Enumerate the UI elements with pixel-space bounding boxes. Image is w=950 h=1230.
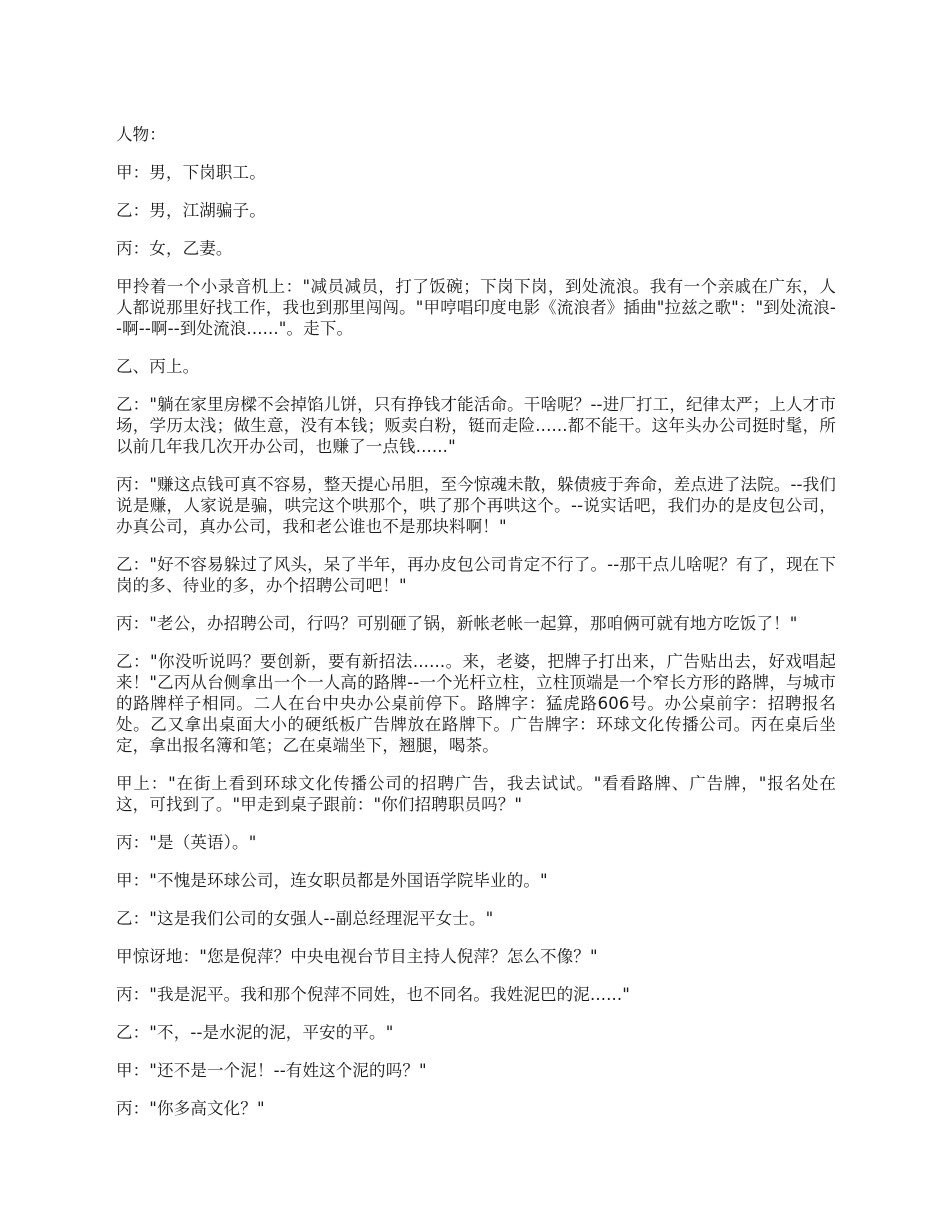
paragraph: 甲上："在街上看到环球文化传播公司的招聘广告，我去试试。"看看路牌、广告牌，"报名处在这，可找到了。"甲走到桌子跟前："你们招聘职员吗？" — [116, 774, 836, 814]
paragraph-character-yi: 乙：男，江湖骗子。 — [116, 201, 266, 220]
paragraph: 乙："躺在家里房樑不会掉馅儿饼，只有挣钱才能活命。干啥呢？--进厂打工，纪律太严；上人才市场，学历太浅；做生意，没有本钱；贩卖白粉，铤而走险......都不能干。这年头办公司挺时髦，所以前几年我几次开办公司，也赚了一点钱......" — [116, 395, 836, 456]
paragraph: 丙："老公，办招聘公司，行吗？可别砸了锅，新帐老帐一起算，那咱俩可就有地方吃饭了！" — [116, 614, 798, 633]
paragraph: 甲："还不是一个泥！--有姓这个泥的吗？" — [116, 1061, 427, 1080]
paragraph-characters-heading: 人物： — [116, 125, 166, 144]
paragraph: 丙："赚这点钱可真不容易，整天提心吊胆，至今惊魂未散，躲债疲于奔命，差点进了法院。--我们说是赚，人家说是骗，哄完这个哄那个，哄了那个再哄这个。--说实话吧，我们办的是皮包公司，办真公司，真办公司，我和老公谁也不是那块料啊！" — [116, 475, 836, 536]
paragraph: 乙："好不容易躲过了风头，呆了半年，再办皮包公司肯定不行了。--那干点儿啥呢？有了，现在下岗的多、待业的多，办个招聘公司吧！" — [116, 555, 836, 595]
script-text — [116, 124, 836, 1136]
paragraph: 乙、丙上。 — [116, 357, 200, 376]
paragraph: 丙："我是泥平。我和那个倪萍不同姓，也不同名。我姓泥巴的泥......" — [116, 985, 631, 1004]
paragraph: 甲拎着一个小录音机上："减员减员，打了饭碗；下岗下岗，到处流浪。我有一个亲戚在广东，人人都说那里好找工作，我也到那里闯闯。"甲哼唱印度电影《流浪者》插曲"拉兹之歌"："到处流浪--啊--啊--到处流浪......"。走下。 — [116, 277, 836, 338]
paragraph: 乙："你没听说吗？要创新，要有新招法......。来，老婆，把牌子打出来，广告贴出去，好戏唱起来！"乙丙从台侧拿出一个一人高的路牌--一个光杆立柱，立柱顶端是一个窄长方形的路牌，与城市的路牌样子相同。二人在台中央办公桌前停下。路牌字：猛虎路606号。办公桌前字：招聘报名处。乙又拿出桌面大小的硬纸板广告牌放在路牌下。广告牌字：环球文化传播公司。丙在桌后坐定，拿出报名簿和笔；乙在桌端坐下，翘腿，喝茶。 — [116, 652, 836, 755]
paragraph: 乙："这是我们公司的女强人--副总经理泥平女士。" — [116, 909, 494, 928]
paragraph: 甲："不愧是环球公司，连女职员都是外国语学院毕业的。" — [116, 871, 548, 890]
paragraph: 甲惊讶地："您是倪萍？中央电视台节目主持人倪萍？怎么不像？" — [116, 947, 598, 966]
paragraph-character-bing: 丙：女，乙妻。 — [116, 239, 233, 258]
paragraph: 丙："是（英语）。" — [116, 833, 257, 852]
paragraph: 乙："不，--是水泥的泥，平安的平。" — [116, 1023, 394, 1042]
paragraph-character-jia: 甲：男，下岗职工。 — [116, 163, 266, 182]
paragraph: 丙："你多高文化？" — [116, 1099, 265, 1118]
